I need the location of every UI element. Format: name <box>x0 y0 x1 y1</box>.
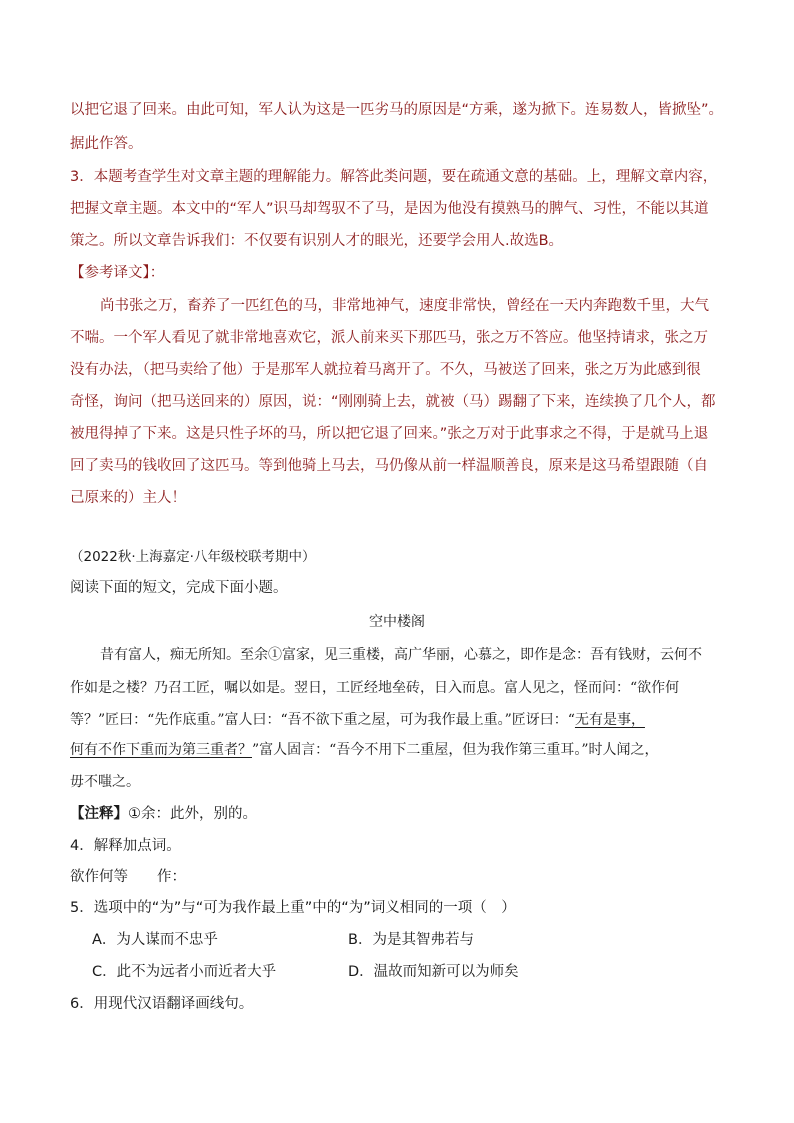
explanation-line-1: 以把它退了回来。由此可知，军人认为这是一匹劣马的原因是“方乘，遂为掀下。连易数人，皆掀坠”。 <box>70 102 724 118</box>
passage-line-4-text: ”富人固言：“吾今不用下二重屋，但为我作第三重耳。”时人闻之， <box>252 742 659 758</box>
annotation-text: ①余：此外，别的。 <box>128 806 257 822</box>
question-6: 6．用现代汉语翻译画线句。 <box>70 996 254 1012</box>
annotation-label: 【注释】 <box>70 806 128 822</box>
translation-line-5: 被甩得掉了下来。这是只性子坏的马，所以把它退了回来。”张之万对于此事求之不得，于是就马上退 <box>70 426 709 442</box>
annotation <box>70 804 257 824</box>
translation-line-1: 尚书张之万，畜养了一匹红色的马，非常地神气，速度非常快，曾经在一天内奔跑数千里，大气 <box>100 298 709 314</box>
underlined-sentence-part-2: 何有不作下重而为第三重者？ <box>70 742 252 758</box>
passage-line-3 <box>70 710 645 730</box>
q3-explanation-line-3: 策之。所以文章告诉我们：不仅要有识别人才的眼光，还要学会用人.故选B。 <box>70 233 564 249</box>
option-c: C．此不为远者小而近者大乎 <box>92 964 277 980</box>
option-d: D．温故而知新可以为师矣 <box>348 964 519 980</box>
option-b: B．为是其智弗若与 <box>348 932 474 948</box>
translation-line-6: 回了卖马的钱收回了这匹马。等到他骑上马去，马仍像从前一样温顺善良，原来是这马希望跟随（自 <box>70 458 708 474</box>
passage-title: 空中楼阁 <box>369 614 425 630</box>
q3-explanation-line-1: 3．本题考查学生对文章主题的理解能力。解答此类问题，要在疏通文意的基础。上，理解文章内容， <box>70 169 718 185</box>
question-5: 5．选项中的“为”与“可为我作最上重”中的“为”词义相同的一项（ ） <box>70 900 516 916</box>
passage-instruction: 阅读下面的短文，完成下面小题。 <box>70 580 288 596</box>
translation-line-2: 不喘。一个军人看见了就非常地喜欢它，派人前来买下那匹马，张之万不答应。他坚持请求，张之万 <box>70 330 708 346</box>
translation-heading: 【参考译文】： <box>70 265 165 281</box>
passage-source: （2022秋·上海嘉定·八年级校联考期中） <box>70 549 316 565</box>
option-a: A．为人谋而不忠乎 <box>92 932 218 948</box>
passage-line-5: 毋不嗤之。 <box>70 774 140 790</box>
translation-line-7: 己原来的）主人！ <box>70 490 186 506</box>
question-4: 4．解释加点词。 <box>70 838 181 854</box>
q3-explanation-line-2: 把握文章主题。本文中的“军人”识马却驾驭不了马，是因为他没有摸熟马的脾气、习性，不能以其道 <box>70 201 709 217</box>
passage-line-3-text: 等？”匠曰：“先作底重。”富人曰：“吾不欲下重之屋，可为我作最上重。”匠讶曰：“ <box>70 712 575 728</box>
passage-line-2: 作如是之楼？乃召工匠，嘱以如是。翌日，工匠经地垒砖，日入而息。富人见之，怪而问：“欲作何 <box>70 680 680 696</box>
question-4-item: 欲作何等 作： <box>70 869 186 885</box>
passage-line-1: 昔有富人，痴无所知。至余①富家，见三重楼，高广华丽，心慕之，即作是念：吾有钱财，云何不 <box>100 647 702 663</box>
translation-line-4: 奇怪，询问（把马送回来的）原因，说：“刚刚骑上去，就被（马）踢翻了下来，连续换了几个人，都 <box>70 394 716 410</box>
underlined-sentence-part-1: 无有是事， <box>574 712 645 728</box>
translation-line-3: 没有办法，（把马卖给了他）于是那军人就拉着马离开了。不久，马被送了回来，张之万为此感到很 <box>70 362 701 378</box>
explanation-line-2: 据此作答。 <box>70 136 143 152</box>
passage-line-4 <box>70 740 658 760</box>
